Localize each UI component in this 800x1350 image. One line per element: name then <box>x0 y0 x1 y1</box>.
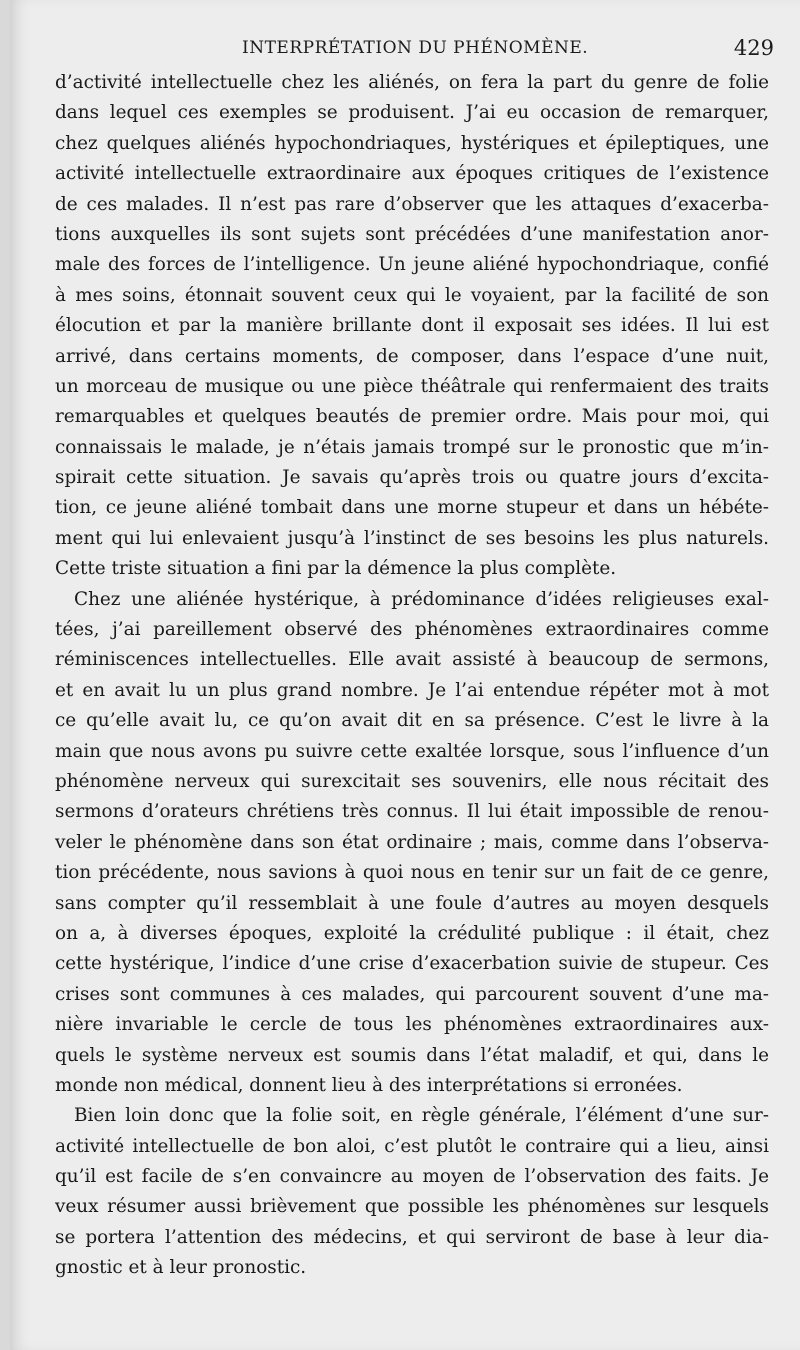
text-line: de ces malades. Il n’est pas rare d’observer que les attaques d’exacerba- <box>55 193 769 215</box>
text-line: arrivé, dans certains moments, de composer, dans l’espace d’une nuit, <box>55 345 769 367</box>
text-line: activité intellectuelle extraordinaire aux époques critiques de l’existence <box>55 163 769 185</box>
text-line: dans lequel ces exemples se produisent. J’ai eu occasion de remarquer, <box>55 102 769 124</box>
text-line: à mes soins, étonnait souvent ceux qui le voyaient, par la facilité de son <box>55 284 769 306</box>
paragraph <box>55 68 769 585</box>
text-line: main que nous avons pu suivre cette exaltée lorsque, sous l’influence d’un <box>55 740 769 762</box>
text-line: Chez une aliénée hystérique, à prédominance d’idées religieuses exal- <box>74 588 769 610</box>
text-line: phénomène nerveux qui surexcitait ses souvenirs, elle nous récitait des <box>55 770 769 792</box>
text-line: gnostic et à leur pronostic. <box>55 1257 307 1279</box>
text-line: on a, à diverses époques, exploité la crédulité publique : il était, chez <box>55 922 769 944</box>
text-line: se portera l’attention des médecins, et qui serviront de base à leur dia- <box>55 1226 769 1248</box>
text-line: veux résumer aussi brièvement que possible les phénomènes sur lesquels <box>55 1196 769 1218</box>
text-line: monde non médical, donnent lieu à des interprétations si erronées. <box>55 1074 683 1096</box>
text-line: veler le phénomène dans son état ordinaire ; mais, comme dans l’observa- <box>55 831 769 853</box>
text-line: élocution et par la manière brillante dont il exposait ses idées. Il lui est <box>55 315 769 337</box>
text-line: sans compter qu’il ressemblait à une foule d’autres au moyen desquels <box>55 892 769 914</box>
text-line: nière invariable le cercle de tous les phénomènes extraordinaires aux- <box>55 1014 769 1036</box>
text-line: tions auxquelles ils sont sujets sont précédées d’une manifestation anor- <box>55 223 769 245</box>
text-line: quels le système nerveux est soumis dans l’état maladif, et qui, dans le <box>55 1044 769 1066</box>
text-line: crises sont communes à ces malades, qui parcourent souvent d’une ma- <box>55 983 769 1005</box>
text-line: tion précédente, nous savions à quoi nous en tenir sur un fait de ce genre, <box>55 862 769 884</box>
page-number: 429 <box>733 36 774 60</box>
text-line: Bien loin donc que la folie soit, en règle générale, l’élément d’une sur- <box>74 1105 769 1127</box>
running-title: INTERPRÉTATION DU PHÉNOMÈNE. <box>242 38 589 58</box>
text-line: qu’il est facile de s’en convaincre au moyen de l’observation des faits. Je <box>55 1166 769 1188</box>
text-line: male des forces de l’intelligence. Un jeune aliéné hypochondriaque, confié <box>55 254 769 276</box>
text-line: ment qui lui enlevaient jusqu’à l’instinct de ses besoins les plus naturels. <box>55 527 769 549</box>
page-header <box>10 36 800 62</box>
text-line: Cette triste situation a fini par la démence la plus complète. <box>55 558 617 580</box>
text-line: ce qu’elle avait lu, ce qu’on avait dit en sa présence. C’est le livre à la <box>55 710 769 732</box>
text-line: d’activité intellectuelle chez les aliénés, on fera la part du genre de folie <box>55 72 769 93</box>
text-line: tées, j’ai pareillement observé des phénomènes extraordinaires comme <box>55 619 769 641</box>
paragraph <box>55 585 769 1102</box>
text-line: activité intellectuelle de bon aloi, c’est plutôt le contraire qui a lieu, ainsi <box>55 1135 769 1157</box>
text-line: cette hystérique, l’indice d’une crise d’exacerbation suivie de stupeur. Ces <box>55 953 769 975</box>
text-line: réminiscences intellectuelles. Elle avait assisté à beaucoup de sermons, <box>55 649 769 671</box>
book-page <box>10 0 800 1350</box>
text-line: tion, ce jeune aliéné tombait dans une morne stupeur et dans un hébéte- <box>55 497 769 519</box>
body-text <box>55 68 769 1284</box>
text-line: connaissais le malade, je n’étais jamais trompé sur le pronostic que m’in- <box>55 436 769 458</box>
text-line: un morceau de musique ou une pièce théâtrale qui renfermaient des traits <box>55 375 769 397</box>
text-line: et en avait lu un plus grand nombre. Je l’ai entendue répéter mot à mot <box>55 679 769 701</box>
text-line: sermons d’orateurs chrétiens très connus. Il lui était impossible de renou- <box>55 801 769 823</box>
text-line: chez quelques aliénés hypochondriaques, hystériques et épileptiques, une <box>55 132 769 154</box>
text-line: remarquables et quelques beautés de premier ordre. Mais pour moi, qui <box>55 406 769 428</box>
text-line: spirait cette situation. Je savais qu’après trois ou quatre jours d’excita- <box>55 467 769 489</box>
paragraph <box>55 1101 769 1283</box>
